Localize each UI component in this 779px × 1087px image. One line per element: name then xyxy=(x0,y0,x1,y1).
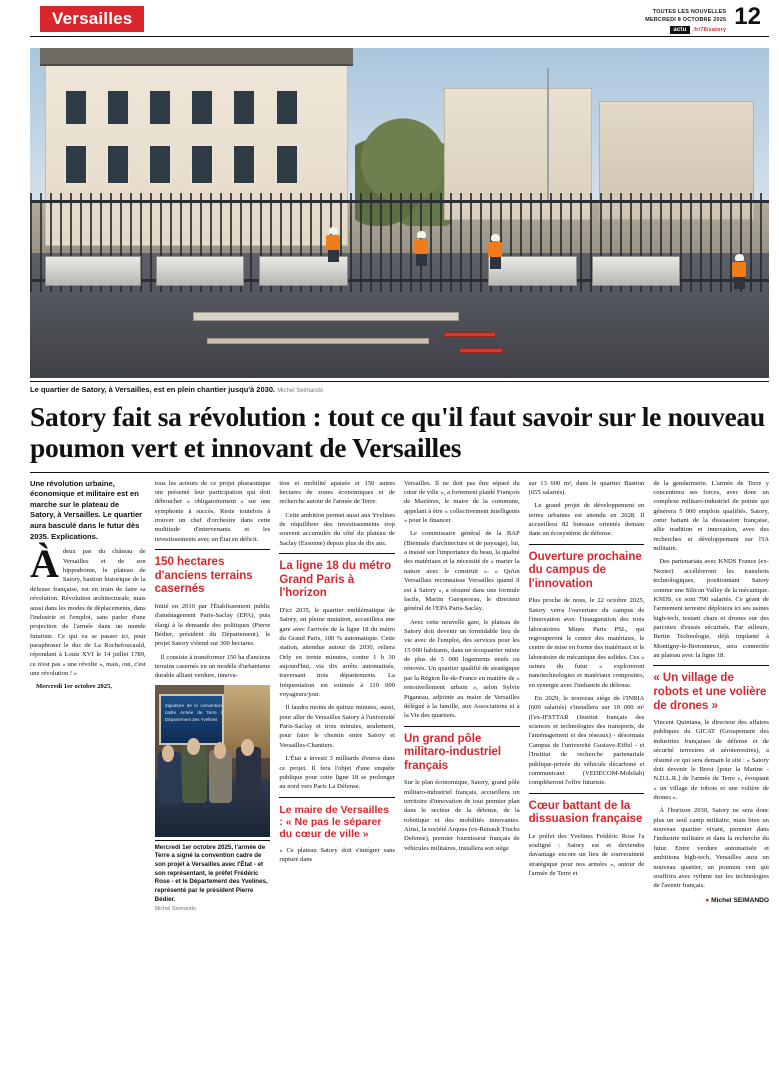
subheading: « Un village de robots et une volière de drones » xyxy=(653,672,767,712)
brand-logo: actu xyxy=(670,26,689,34)
paragraph: tous les acteurs de ce projet pharaonique ont présenté leur participation qui doit déboucher « obligatoirement » sur une symphonie à succès. Reste toutefois à trouver un chef d'orchestre dans cette multitude d'intervenants et les investissements avec un État en déficit. xyxy=(154,479,271,543)
article-body xyxy=(30,479,769,1087)
paragraph: Le grand projet de développement en terres urbaines est attendu en 2028. Il accueillera 82 bureaux orientés demain dans un écosystème de défense. xyxy=(528,502,645,538)
hero-photo xyxy=(30,48,769,378)
paragraph: Initié en 2010 par l'Établissement public d'aménagement Paris-Saclay (EPA), puis élargi à la demande des politiques (Pierre Bédier, président du Département), le projet Satory s'étend sur 300 hectares. xyxy=(154,602,271,648)
section-tag: Versailles xyxy=(40,6,144,32)
section-rule xyxy=(279,553,395,554)
paragraph: Versailles. Il ne doit pas être séparé du cœur de ville », a fortement plaidé François de Mazières, le maire de la commune, appelant à être « collectivement intelligents » pour le financer. xyxy=(403,479,520,525)
hero-figure xyxy=(30,48,769,394)
column-1 xyxy=(30,479,146,1087)
masthead-right xyxy=(645,3,769,34)
brand-url: .fr/78/satory xyxy=(692,26,727,33)
paragraph: de la gendarmerie. L'armée de Terre y concentrera ses forces, avec donc un complexe militaro-industriel de pointe qui générera 5 000 emplois qualifiés. Satory, cœur battant de la dissuasion française, allie tradition et innovation, avec des recherches et développement sur l'IA militaire. xyxy=(653,479,769,553)
masthead-rule xyxy=(30,36,769,37)
column-5 xyxy=(529,479,645,1087)
photo2-screen-text: Signature de la convention cadre Armée de Terre / Département des Yvelines xyxy=(164,703,223,722)
section-rule xyxy=(529,793,645,794)
secondary-photo-credit: Michel Seimando xyxy=(154,906,197,913)
page-number: 12 xyxy=(734,3,761,30)
section-rule xyxy=(279,797,395,798)
column-6 xyxy=(653,479,769,1087)
photo-worker xyxy=(488,233,502,269)
drop-cap: À xyxy=(30,541,59,587)
subheading: La ligne 18 du métro Grand Paris à l'horizon xyxy=(279,560,392,600)
column-2 xyxy=(155,479,271,1087)
subheading: 150 hectares d'anciens terrains casernés xyxy=(154,556,253,596)
paragraph: Vincent Quintana, le directeur des affaires publiques du GICAT (Groupement des industries françaises de défense et de sécurité terrestres et aéroterrestres), a résumé ce qui sera demain le site : « Satory doit devenir le Brest [pour la Marine - N.D.L.R.] de l'armée de Terre », évoquant « un village de robots et une volière de drones ». xyxy=(653,719,769,801)
hero-caption xyxy=(30,381,769,394)
paragraph: tion et mobilité apaisée et 150 autres hectares de zones économiques et de recherche autour de l'armée de Terre. xyxy=(279,479,395,506)
column-3 xyxy=(279,479,395,1087)
paragraph: Mercredi 1er octobre 2025, xyxy=(36,683,113,691)
paragraph: Sur le plan économique, Satory, grand pôle militaro-industriel français, accueillera un territoire d'innovation de tout premier plan dans le secteur de la défense, de la robotique et des mobilités innovantes. Ainsi, la société Arquus (ex-Renault Trucks Defense), premier fournisseur français de véhicules militaires, installera son siège xyxy=(403,779,520,852)
photo-building-roof xyxy=(40,48,353,66)
subheading: Le maire de Versailles : « Ne pas le séparer du cœur de ville » xyxy=(279,803,390,841)
article-byline xyxy=(653,896,769,905)
photo-crane xyxy=(547,68,549,200)
subheading: Cœur battant de la dissuasion française xyxy=(528,799,643,826)
photo-worker xyxy=(326,226,340,262)
paragraph: deux pas du château de Versailles et de son hippodrome, le plateau de Satory, bastion historique de la défense française, est en train de faire sa révolution. Révolution architecturale, mais aussi dans les modes de déplacements, dans l'industrie et l'emploi, sans parler d'une projection de l'armée dans un monde futuriste. Ce qui va se passer ici, pour paraphraser le duc de La Rochefoucauld, répondant à Louis XVI le 14 juillet 1789, ce n'est pas « une révolte », mais, oui, c'est une révolution ! » xyxy=(30,548,146,678)
subheading: Un grand pôle militaro-industriel français xyxy=(403,732,502,772)
section-rule xyxy=(155,549,271,550)
paragraph: D'ici 2035, le quartier emblématique de Satory, en pleine mutation, accueillera une gare avec l'arrivée de la ligne 18 du métro du Grand Paris, 100 % automatique. Cette station, attendue autour de 2030, reliera Orly en trente minutes, contre 1 h 30 aujourd'hui, via dix arrêts automatisés, traversant trois départements. La fréquentation est estimée à 110 000 voyageurs/jour. xyxy=(279,606,395,699)
paragraph: Il consiste à transformer 150 ha d'anciens terrains casernés en un modèle d'urbanisme durable alliant verdure, innova- xyxy=(154,653,271,680)
column-4 xyxy=(404,479,520,1087)
masthead-publication: TOUTES LES NOUVELLES xyxy=(652,9,727,15)
article-headline: Satory fait sa révolution : tout ce qu'il faut savoir sur le nouveau poumon vert et innovant de Versailles xyxy=(30,401,765,463)
paragraph: sur 13 600 m², dans le quartier Bastion (655 salariés). xyxy=(528,479,645,496)
paragraph: L'État a investi 3 milliards d'euros dans ce projet. Il fera l'objet d'une enquête publique pour cette ligne 18 se prolonger au nord vers Paris La Défense. xyxy=(279,755,395,791)
photo-worker xyxy=(414,230,428,266)
photo-worker xyxy=(732,253,746,289)
paragraph: Le préfet des Yvelines Frédéric Rose l'a souligné : Satory est et deviendra davantage encore un lieu de souveraineté stratégique pour nos armées », autour de l'armée de Terre et xyxy=(528,832,645,878)
paragraph: Cette ambition permet aussi aux Yvelines de réquilibrer des investissements trop souvent accumulés du côté du plateau de Saclay (Essonne) depuis plus de dix ans. xyxy=(279,511,395,547)
hero-caption-text: Le quartier de Satory, à Versailles, est en plein chantier jusqu'à 2030. xyxy=(30,385,276,394)
masthead-meta xyxy=(645,6,726,34)
paragraph: Avec cette nouvelle gare, le plateau de Satory doit devenir un formidable lieu de vie avec de l'emploi, des services pour les 15 000 habitants, dans un écoquartier mixte de plus de 5 000 logements neufs ou rénovés. Un quartier qualifié de stratégique par la Région Île-de-France en matière de « renouvellement urbain », selon Sylvie Piganeau, adjointe au maire de Versailles délégué à la famille, aux Associations et à la Vie des quartiers. xyxy=(403,618,520,720)
secondary-photo xyxy=(155,685,271,837)
section-rule xyxy=(529,544,645,545)
paragraph: À l'horizon 2030, Satory ne sera donc plus un seul camp militaire, mais bien un nouveau quartier vivant, pionnier dans l'industrie militaire et dans la recherche du futur. Entre verdure automatisée et ambitions high-tech, Versailles aura un nouveau quartier, un poumon vert qui souffrira avec rythme sur les technologies de l'avenir français. xyxy=(653,807,769,890)
paragraph: Il faudra moins de quinze minutes, aussi, pour aller de Versailles Satory à l'université Paris-Saclay et trois minutes, seulement, pour faire le chemin entre Satory et Versailles-Chantiers. xyxy=(279,704,395,749)
masthead-date: MERCREDI 8 OCTOBRE 2025 xyxy=(645,17,727,24)
byline-bullet: ● xyxy=(705,896,710,904)
masthead-brandline xyxy=(645,26,726,34)
article-lede: Une révolution urbaine, économique et militaire est en marche sur le plateau de Satory, à Versailles. Le quartier aura basculé dans le futur dès 2035. Explications. xyxy=(30,478,143,541)
hero-photo-credit: Michel Seimando xyxy=(277,388,324,394)
paragraph: Plus proche de nous, le 22 octobre 2025, Satory verra l'ouverture du campus de l'innovation avec l'inauguration des trois laboratoires Mines Paris PSL, qui regrouperont le centre des matériaux, le centre de mise en forme des matériaux et le laboratoire de mécanique des solides. Ces « usines du futur » exploreront nanotechnologies et matériaux composites, en synergie avec l'industrie de défense. xyxy=(528,597,645,689)
section-rule xyxy=(653,665,769,666)
subheading: Ouverture prochaine du campus de l'innovation xyxy=(528,550,642,590)
secondary-photo-caption-text: Mercredi 1er octobre 2025, l'armée de Terre a signé la convention cadre de son projet à Versailles avec l'État - et son représentant, le préfet Frédéric Rose - et le Département des Yvelines, représenté par le président Pierre Bédier. xyxy=(154,843,268,903)
paragraph: Des partenariats avec KNDS France (ex-Nexter) accéléreront les transferts technologiques, positionnant Satory comme une Silicon Valley de la mécanique. KNDS, ce sont 790 salariés. Ce géant de l'armement terrestre déploiera ici ses usines high-tech, testant chars et drones sur des parcours d'essais sécurisés. Par ailleurs, Bertin Technologie, déjà implanté à Montigny-le-Bretonneux, sera connectée au plateau avec la ligne 18. xyxy=(653,558,769,660)
paragraph: En 2029, le nouveau siège de l'INRIA (600 salariés) s'installera sur 10 000 m² (l'ex-IFSTTAR (Institut français des sciences et technologies des transports, de l'aménagement et des réseaux) - désormais Campus de l'université Gustave-Eiffel - et l'Institut de recherche partenariale publique-privée du véhicule décarboné et communicant (VEDECOM-Mobilab) compléteront l'offre futuriste. xyxy=(528,695,645,787)
paragraph: « Ce plateau Satory doit s'intégrer sans rupture dans xyxy=(279,846,395,864)
secondary-photo-caption xyxy=(155,840,271,914)
paragraph: Le commissaire général de la BAP (Biennale d'architecture et de paysage), lui, a insisté sur l'importance du beau, la qualité des matériaux et la nécessité de « marier la nature avec le construit ». « Qu'un Versaillais reconnaisse Versailles quand il est à Satory », a résumé dans une formule facile, Martin Guespereau, le directeur général de l'EPA Paris-Saclay. xyxy=(403,530,520,613)
headline-rule xyxy=(30,472,769,473)
section-rule xyxy=(404,726,520,727)
photo2-face xyxy=(187,738,200,755)
byline-name: Michel SEIMANDO xyxy=(711,896,769,904)
